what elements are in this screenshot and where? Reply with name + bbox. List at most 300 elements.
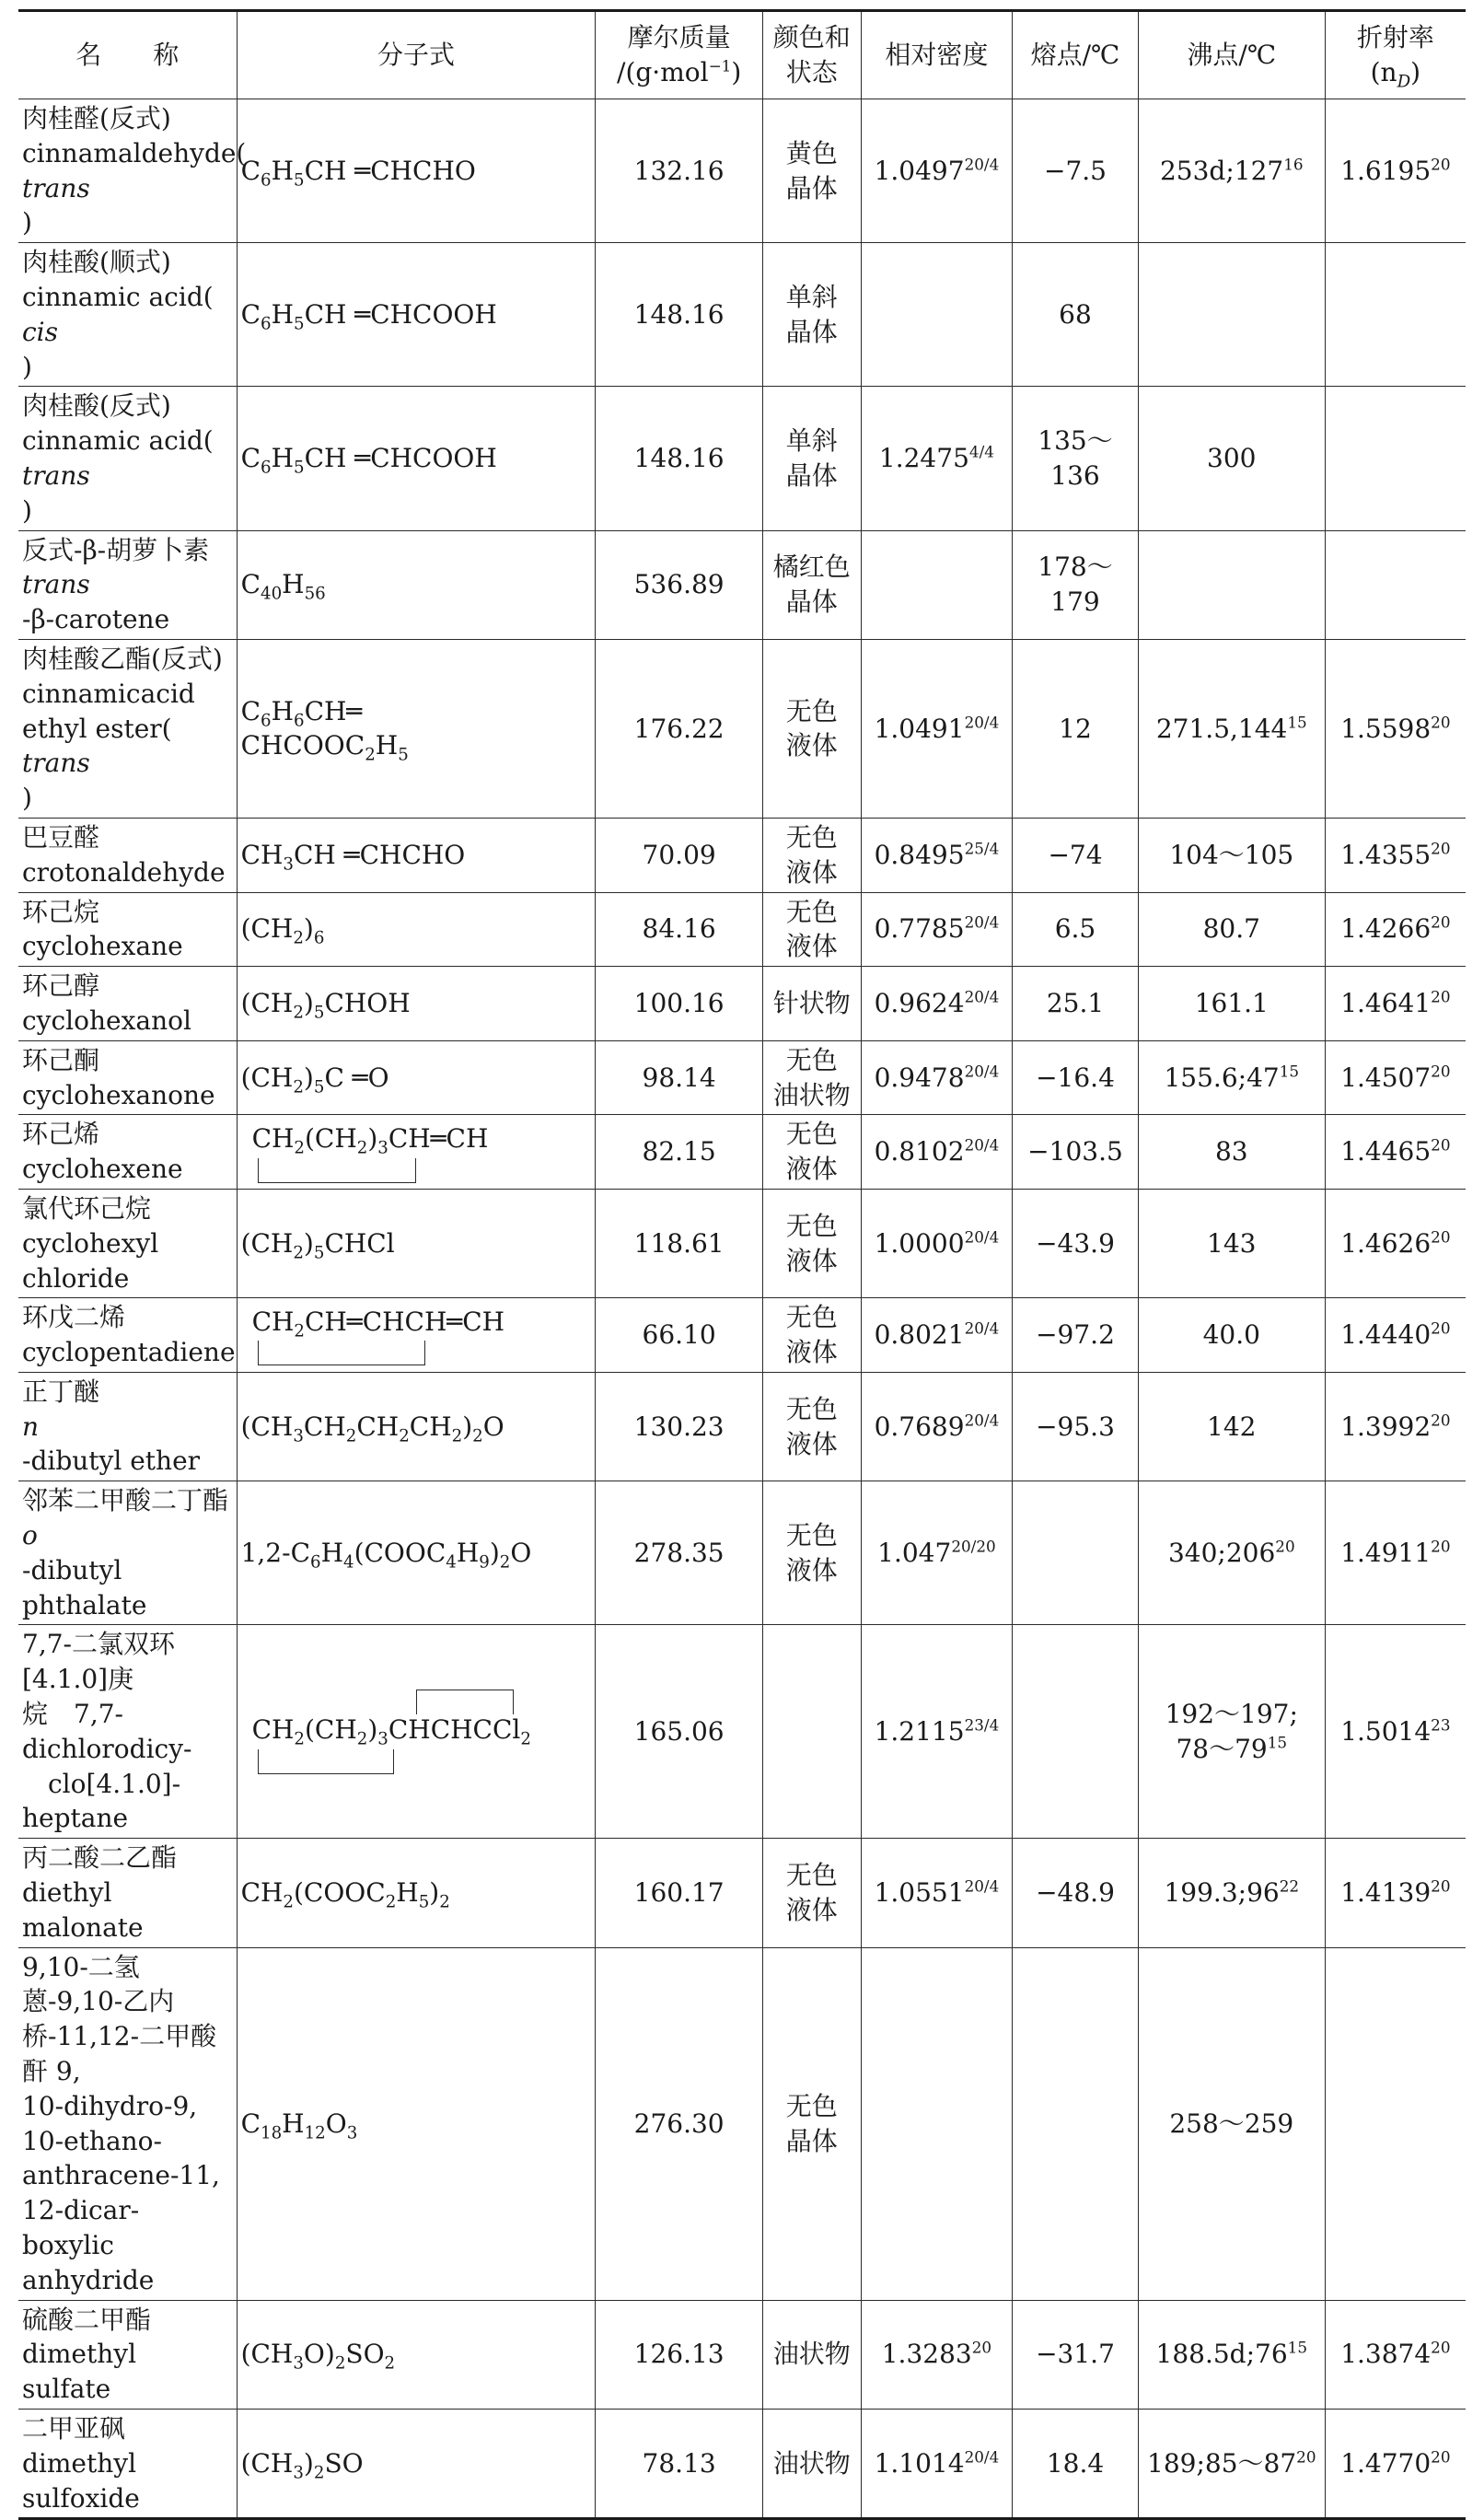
refractive-index [1325, 2300, 1466, 2409]
formula-subscript: 2 [293, 1077, 304, 1097]
formula-subscript: 3 [293, 2354, 304, 2374]
compound-name [18, 1115, 237, 1190]
color-state-line: 橘红色 [772, 552, 851, 583]
formula-line [241, 1121, 592, 1156]
melting-point: −48.9 [1013, 1839, 1139, 1947]
formula-subscript: 2 [451, 1426, 463, 1446]
boiling-value: 340;206 [1167, 1537, 1276, 1568]
color-state-line: 液体 [785, 1428, 838, 1459]
compound-name-en-text: cyclohexanol [22, 1005, 191, 1036]
color-state [762, 243, 861, 387]
formula-line [240, 728, 592, 766]
compound-name [18, 387, 237, 530]
formula-line [241, 2337, 592, 2372]
boiling-pressure: 15 [1267, 1733, 1288, 1752]
melting-point: −43.9 [1013, 1189, 1139, 1297]
compound-name-en-text: dimethyl sulfoxide [22, 2447, 140, 2514]
compound-name-line: 9,10-二氢蒽-9,10-乙内 [22, 1951, 175, 2017]
refractive-value: 1.5598 [1340, 713, 1432, 744]
refractive-temp: 20 [1431, 2339, 1451, 2358]
density-value: 0.8102 [874, 1136, 965, 1167]
table-row [18, 1189, 1466, 1297]
formula-subscript: 2 [294, 1729, 305, 1749]
relative-density [861, 1372, 1012, 1481]
formula-text: O [510, 1537, 532, 1568]
formula-subscript: 2 [294, 1321, 305, 1341]
boiling-point [1138, 818, 1325, 892]
refractive-index [1325, 387, 1466, 530]
color-state-line: 液体 [785, 856, 838, 888]
table-row [18, 1839, 1466, 1947]
molar-mass: 82.15 [596, 1115, 763, 1190]
formula-text: O [325, 2108, 347, 2139]
molar-mass: 132.16 [596, 99, 763, 243]
refractive-value: 1.5014 [1340, 1715, 1432, 1747]
compound-name-en-text: cyclopentadiene [22, 1337, 236, 1368]
molar-mass: 98.14 [596, 1040, 763, 1115]
formula-text: ) [303, 913, 314, 945]
compound-name-en [22, 1410, 233, 1480]
formula-text: C [240, 2108, 261, 2139]
density-value: 0.7785 [874, 913, 965, 945]
melting-point [1013, 1625, 1139, 1839]
refractive-value: 1.6195 [1340, 155, 1432, 186]
table-row [18, 639, 1466, 818]
compound-name-cn: 环己醇 [22, 970, 100, 1002]
formula-subscript: 6 [261, 170, 272, 191]
relative-density [861, 1839, 1012, 1947]
melting-point: 12 [1013, 639, 1139, 818]
color-state-line: 晶体 [785, 586, 838, 618]
formula-subscript: 2 [356, 1729, 368, 1749]
boiling-value: 83 [1214, 1136, 1248, 1167]
header-density [861, 11, 1012, 99]
melting-point: −74 [1013, 818, 1139, 892]
refractive-value: 1.3874 [1340, 2339, 1432, 2370]
table-row [18, 1040, 1466, 1115]
molecular-formula [237, 967, 596, 1041]
formula-text: CHCHCCl [388, 1713, 521, 1745]
formula-subscript: 3 [293, 1426, 304, 1446]
formula-text: CHCl [324, 1227, 395, 1259]
color-state-line: 液体 [785, 1337, 838, 1368]
color-state-line: 晶体 [785, 2125, 838, 2156]
molar-mass: 130.23 [596, 1372, 763, 1481]
ring-bond-line [258, 1749, 394, 1774]
compound-name-en-italic: trans [22, 459, 90, 491]
formula-text: (CH [240, 2339, 294, 2370]
formula-text: ) [303, 1062, 314, 1093]
compound-name-line: 桥-11,12-二甲酸酐 9, [22, 2021, 217, 2087]
compound-name-en [22, 1875, 233, 1945]
formula-text: H [271, 155, 295, 186]
boiling-point [1138, 1839, 1325, 1947]
compound-name-en [22, 567, 233, 637]
compound-name-en-text: -dibutyl phthalate [22, 1554, 147, 1620]
compound-name-en [22, 280, 233, 384]
refractive-index [1325, 99, 1466, 243]
color-state [762, 967, 861, 1041]
refractive-temp: 20 [1431, 1135, 1451, 1155]
formula-subscript: 2 [365, 746, 376, 766]
compound-name [18, 99, 247, 243]
molar-mass: 126.13 [596, 2300, 763, 2409]
compound-name [18, 1625, 237, 1839]
density-value: 1.3283 [881, 2339, 972, 2370]
melting-point: 25.1 [1013, 967, 1139, 1041]
formula-text: ) [462, 1411, 473, 1442]
header-molar-mass-unit: /(g·mol [617, 57, 709, 87]
compound-name-en-text: cyclohexene [22, 1154, 183, 1185]
compound-name-cn: 巴豆醛 [22, 821, 100, 853]
table-row [18, 2300, 1466, 2409]
color-state-line: 无色 [785, 1119, 838, 1150]
header-refr-sub: D [1397, 72, 1411, 92]
molar-mass: 78.13 [596, 2410, 763, 2519]
compound-name [18, 639, 237, 818]
formula-text: ) [429, 1877, 440, 1909]
color-state [762, 2300, 861, 2409]
boiling-point [1138, 387, 1325, 530]
formula-text: (COOC [294, 1877, 386, 1909]
compound-name-en [22, 1152, 233, 1187]
formula-subscript: 5 [418, 1892, 430, 1912]
table-row [18, 1481, 1466, 1625]
color-state-line: 无色 [785, 1044, 838, 1075]
formula-text: CH═ [304, 695, 363, 726]
refractive-temp: 20 [1431, 1411, 1451, 1430]
compound-name [18, 1372, 237, 1481]
refractive-value: 1.4641 [1340, 988, 1432, 1019]
density-value: 0.8021 [874, 1319, 965, 1351]
formula-subscript: 2 [293, 1243, 304, 1263]
molecular-formula [237, 1625, 596, 1839]
color-state [762, 1625, 861, 1839]
molar-mass: 536.89 [596, 530, 763, 639]
table-row [18, 530, 1466, 639]
refractive-temp: 20 [1431, 1227, 1451, 1247]
color-state [762, 892, 861, 967]
formula-subscript: 6 [261, 711, 272, 731]
compound-name-en-italic: trans [22, 172, 90, 203]
compound-name-en-text: ) [22, 494, 32, 526]
boiling-value: 199.3;96 [1164, 1877, 1280, 1909]
compound-name-cn: 邻苯二甲酸二丁酯 [22, 1485, 229, 1516]
boiling-value: 143 [1207, 1227, 1257, 1259]
formula-line [241, 1226, 592, 1261]
boiling-point [1138, 892, 1325, 967]
compound-name-en-italic: o [22, 1520, 38, 1551]
formula-subscript: 5 [294, 314, 305, 334]
melting-point: −7.5 [1013, 99, 1139, 243]
formula-line [241, 154, 592, 189]
compound-name-en-text: diethyl malonate [22, 1877, 144, 1943]
formula-text: 1,2-C [240, 1537, 310, 1568]
refractive-temp: 20 [1431, 1876, 1451, 1896]
boiling-pressure: 16 [1283, 155, 1304, 174]
formula-text: O [482, 1411, 504, 1442]
formula-text: C [240, 155, 261, 186]
boiling-pressure: 15 [1287, 713, 1307, 732]
density-value: 0.9478 [874, 1062, 965, 1093]
formula-text: (CH [240, 988, 294, 1019]
melting-point: 68 [1013, 243, 1139, 387]
color-state-line: 黄色 [785, 137, 838, 168]
boiling-point [1138, 99, 1325, 243]
molecular-formula [237, 2300, 596, 2409]
formula-subscript: 9 [479, 1552, 490, 1573]
formula-text: (CH [240, 1062, 294, 1093]
compound-name [18, 1839, 237, 1947]
boiling-pressure: 22 [1279, 1876, 1300, 1896]
formula-line [241, 838, 592, 873]
color-state-line: 无色 [785, 1210, 838, 1241]
compound-name [18, 818, 237, 892]
relative-density [861, 1481, 1012, 1625]
refractive-value: 1.4507 [1340, 1062, 1432, 1093]
relative-density [861, 892, 1012, 967]
boiling-value: 155.6;47 [1164, 1062, 1280, 1093]
refractive-temp: 20 [1431, 1318, 1451, 1338]
boiling-point [1138, 1372, 1325, 1481]
refractive-index [1325, 1115, 1466, 1190]
formula-text: C ═O [324, 1062, 389, 1093]
molar-mass: 66.10 [596, 1298, 763, 1373]
melting-point: 6.5 [1013, 892, 1139, 967]
formula-text: CH ═CHCHO [304, 155, 476, 186]
melting-point: 18.4 [1013, 2410, 1139, 2519]
table-row [18, 967, 1466, 1041]
formula-text: C [240, 298, 261, 330]
compound-name-en-text: cinnamic acid( [22, 281, 214, 312]
table-row [18, 99, 1466, 243]
formula-line [240, 912, 592, 949]
refractive-temp: 20 [1431, 1062, 1451, 1081]
refractive-temp: 20 [1431, 839, 1451, 858]
density-condition: 20/4 [964, 1318, 1000, 1338]
compound-name-en-text: -β-carotene [22, 604, 170, 635]
compound-name-en-text: ethyl ester( [22, 713, 172, 744]
formula-text: CH ═CHCOOH [304, 443, 497, 474]
table-row [18, 243, 1466, 387]
compound-name-en [22, 1335, 236, 1370]
molecular-formula [237, 1298, 596, 1373]
boiling-value: 300 [1207, 443, 1257, 474]
refractive-value: 1.4911 [1340, 1537, 1432, 1568]
density-condition: 20/4 [964, 1062, 1000, 1081]
header-refractive-index [1325, 11, 1466, 99]
header-boiling [1138, 11, 1325, 99]
header-name [18, 11, 237, 99]
color-state [762, 1947, 861, 2300]
boiling-point [1138, 1947, 1325, 2300]
table-row [18, 1298, 1466, 1373]
boiling-point [1138, 1298, 1325, 1373]
formula-subscript: 2 [520, 1729, 531, 1749]
boiling-value: 189;85～87 [1147, 2447, 1297, 2479]
refractive-value: 1.4440 [1340, 1319, 1432, 1351]
compound-name-en-italic: trans [22, 748, 90, 779]
molecular-formula [237, 2410, 596, 2519]
formula-text: H [282, 569, 305, 600]
compound-name [18, 1298, 237, 1373]
density-condition: 25/4 [964, 839, 1000, 858]
refractive-index [1325, 1839, 1466, 1947]
compound-name-en-text: cinnamic acid( [22, 425, 214, 457]
formula-subscript: 5 [294, 458, 305, 478]
formula-subscript: 6 [261, 458, 272, 478]
header-density-text: 相对密度 [885, 40, 989, 71]
table-row [18, 818, 1466, 892]
compound-name-cn: 丙二酸二乙酯 [22, 1842, 178, 1874]
formula-line [241, 441, 592, 476]
molar-mass: 165.06 [596, 1625, 763, 1839]
color-state [762, 530, 861, 639]
color-state-line: 单斜 [785, 425, 838, 457]
formula-subscript: 18 [261, 2123, 283, 2143]
molecular-formula [237, 892, 596, 967]
header-melting [1013, 11, 1139, 99]
refractive-temp: 23 [1431, 1715, 1451, 1735]
color-state-line: 无色 [785, 821, 838, 853]
compound-name-en [22, 712, 233, 816]
color-state [762, 1372, 861, 1481]
boiling-value: 258～259 [1169, 2108, 1294, 2139]
refractive-value: 1.4626 [1340, 1227, 1432, 1259]
formula-text: ) [303, 2447, 314, 2479]
compound-name-cn: 肉桂酸(反式) [22, 390, 171, 422]
table-row [18, 1947, 1466, 2300]
compound-name [18, 2410, 237, 2519]
boiling-value: 253d;127 [1159, 155, 1284, 186]
relative-density [861, 1115, 1012, 1190]
header-state [762, 11, 861, 99]
formula-text: CH [303, 1411, 346, 1442]
compound-name-en-text: -dibutyl ether [22, 1446, 201, 1477]
relative-density [861, 530, 1012, 639]
density-condition: 20/4 [964, 155, 1000, 174]
molar-mass: 148.16 [596, 387, 763, 530]
header-formula-text: 分子式 [377, 40, 455, 71]
table-row [18, 387, 1466, 530]
formula-text: H [271, 695, 295, 726]
formula-line [241, 1305, 592, 1340]
compound-name-en [22, 1004, 233, 1039]
header-refr-close: ) [1410, 57, 1421, 87]
formula-text: ) [303, 988, 314, 1019]
header-refr-line2 [1329, 55, 1462, 90]
molar-mass: 100.16 [596, 967, 763, 1041]
properties-table [18, 9, 1466, 2520]
compound-name-cn: 环戊二烯 [22, 1302, 126, 1333]
refractive-index [1325, 1625, 1466, 1839]
formula-text: CH [240, 1877, 284, 1909]
color-state-line: 晶体 [785, 172, 838, 203]
refractive-value: 1.4770 [1340, 2447, 1432, 2479]
formula-subscript: 2 [293, 1003, 304, 1023]
melting-point [1013, 1947, 1139, 2300]
compound-name-cn: 反式-β-胡萝卜素 [22, 534, 210, 565]
refractive-index [1325, 818, 1466, 892]
color-state [762, 1189, 861, 1297]
compound-name-en-italic: trans [22, 569, 90, 600]
boiling-pressure: 15 [1279, 1062, 1300, 1081]
melting-point: 178～179 [1013, 530, 1139, 639]
compound-name-en [22, 1518, 233, 1622]
compound-name-en [22, 424, 233, 528]
compound-name-line: anthracene-11, 12-dicar- [22, 2160, 220, 2226]
formula-text: CHCOOC [240, 730, 365, 761]
melting-point: −97.2 [1013, 1298, 1139, 1373]
molecular-formula [237, 1372, 596, 1481]
formula-line [241, 2107, 592, 2142]
compound-name-en-italic: n [22, 1411, 40, 1442]
compound-name-en: cinnamicacid [22, 678, 195, 709]
refractive-value: 1.4355 [1340, 839, 1432, 870]
density-condition: 23/4 [964, 1715, 1000, 1735]
molecular-formula [237, 1481, 596, 1625]
boiling-value: 161.1 [1194, 988, 1269, 1019]
formula-line [241, 1536, 592, 1571]
formula-text: H [282, 2108, 305, 2139]
compound-name-en-italic: cis [22, 316, 59, 347]
compound-name-en [22, 1226, 233, 1296]
formula-line [241, 1875, 592, 1910]
formula-subscript: 5 [313, 1003, 325, 1023]
formula-subscript: 2 [293, 929, 304, 949]
formula-text: CH═CHCH═CH [305, 1306, 505, 1337]
compound-name-cn: 硫酸二甲酯 [22, 2304, 152, 2335]
boiling-point [1138, 2410, 1325, 2519]
formula-subscript: 3 [377, 1729, 388, 1749]
relative-density [861, 1625, 1012, 1839]
formula-line [241, 567, 592, 602]
color-state [762, 1115, 861, 1190]
compound-name-en [22, 2337, 233, 2407]
density-value: 1.0491 [874, 713, 965, 744]
melting-point: −103.5 [1013, 1115, 1139, 1190]
molecular-formula [237, 243, 596, 387]
density-value: 1.1014 [874, 2447, 965, 2479]
molecular-formula [237, 818, 596, 892]
refractive-index [1325, 639, 1466, 818]
color-state-line: 液体 [785, 1894, 838, 1925]
formula-text: SO [324, 2447, 364, 2479]
color-state-line: 油状物 [772, 1079, 851, 1110]
boiling-point [1138, 967, 1325, 1041]
formula-text: (CH [305, 1122, 357, 1154]
refractive-index [1325, 1189, 1466, 1297]
compound-name [18, 1189, 237, 1297]
refractive-temp: 20 [1431, 1537, 1451, 1556]
refractive-index [1325, 1947, 1466, 2300]
melting-point: 135～136 [1013, 387, 1139, 530]
relative-density [861, 1040, 1012, 1115]
compound-name-cn: 环己酮 [22, 1044, 100, 1075]
table-row [18, 892, 1466, 967]
table-row [18, 2410, 1466, 2519]
formula-subscript: 2 [334, 2354, 346, 2374]
table-row [18, 1625, 1466, 1839]
header-melting-text: 熔点/℃ [1030, 40, 1120, 71]
density-condition: 20/4 [964, 2447, 1000, 2467]
formula-line [241, 1713, 592, 1748]
formula-text: ) [367, 1122, 378, 1154]
refractive-index [1325, 1372, 1466, 1481]
color-state [762, 1298, 861, 1373]
boiling-point [1138, 1625, 1325, 1839]
compound-name-cn: 环己烯 [22, 1119, 100, 1150]
